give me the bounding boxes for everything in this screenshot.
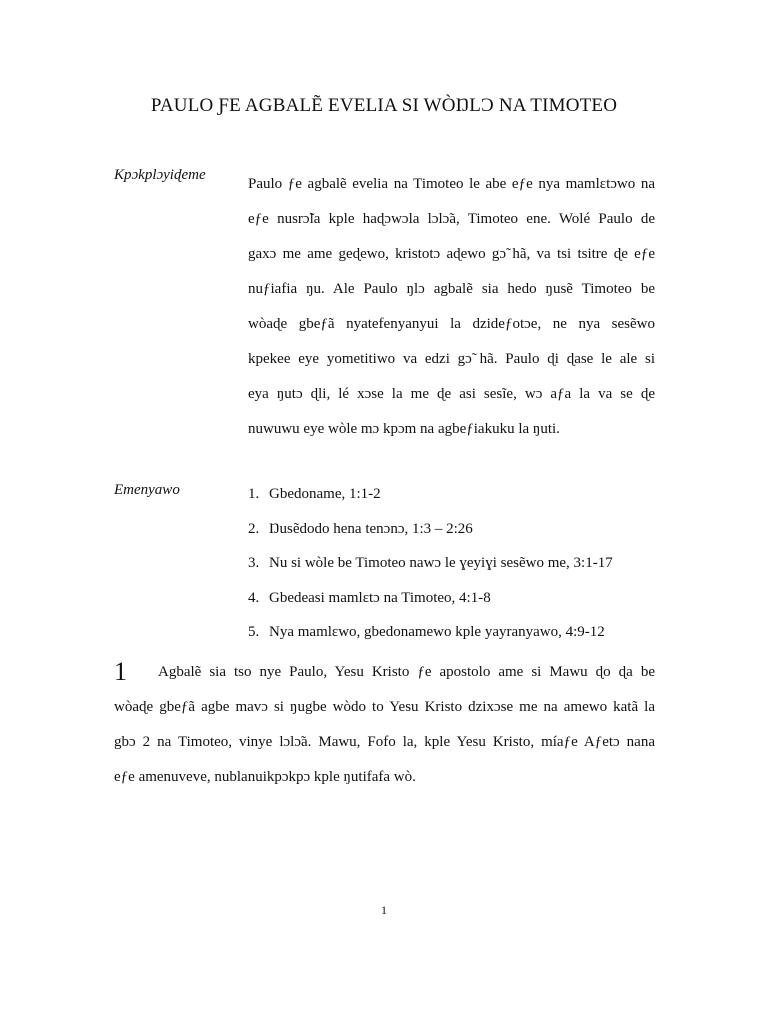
outline-list — [248, 477, 613, 650]
outline-item-text: Gbedoname, 1:1-2 — [269, 486, 381, 502]
outline-item-text: Nya mamlɛwo, gbedonamewo kple yayranyawo, 4:9-12 — [269, 624, 605, 640]
introduction-line: nuwuwu eye wòle mɔ kpɔm na agbeƒiakuku la ŋuti. — [248, 421, 560, 437]
introduction-line: wòaɖe gbeƒã nyatefenyanyui la dzideƒotɔe, ne nya sesẽwo — [248, 316, 655, 332]
introduction-line: eya ŋutɔ ɖli, lé xɔse la me ɖe asi sesĩe, wɔ aƒa la va se ɖe — [248, 386, 655, 402]
document-title: PAULO ƑE AGBALẼ EVELIA SI WÒŊLƆ NA TIMOTEO — [150, 95, 618, 116]
outline-item-text: Nu si wòle be Timoteo nawɔ le ɣeyiɣi sesẽwo me, 3:1-17 — [269, 555, 613, 571]
outline-item — [248, 477, 613, 512]
outline-item-number: 1. — [248, 486, 260, 502]
chapter-text — [114, 655, 655, 795]
outline-item — [248, 581, 613, 616]
introduction-text — [248, 167, 655, 447]
outline-item-text: Ŋusẽdodo hena tenɔnɔ, 1:3 – 2:26 — [269, 520, 473, 537]
outline-item — [248, 512, 613, 547]
outline-item-text: Gbedeasi mamlɛtɔ na Timoteo, 4:1-8 — [269, 589, 491, 606]
introduction-line: Paulo ƒe agbalẽ evelia na Timoteo le abe eƒe nya mamlɛtɔwo na — [248, 176, 655, 192]
outline-item — [248, 546, 613, 581]
introduction-line: eƒe nusrɔ̃la kple haɖɔwɔla lɔlɔ̃a, Timoteo ene. Wolé Paulo de — [248, 211, 655, 227]
introduction-line: kpekee eye yometitiwo va edzi gɔ̃ hã. Paulo ɖi ɖase le ale si — [248, 351, 655, 367]
outline-item-number: 5. — [248, 624, 260, 640]
chapter-number: 1 — [114, 657, 127, 686]
outline-item-number: 2. — [248, 520, 260, 537]
page-number: 1 — [381, 903, 387, 917]
introduction-line: nuƒiafia ŋu. Ale Paulo ŋlɔ agbalẽ sia hedo ŋusẽ Timoteo be — [248, 281, 655, 297]
chapter-line: eƒe amenuveve, nublanuikpɔkpɔ kple ŋutifafa wò. — [114, 769, 416, 785]
introduction-line: gaxɔ me ame geɖewo, kristotɔ aɖewo gɔ̃ hã, va tsi tsitre ɖe eƒe — [248, 246, 655, 262]
chapter-line: gbɔ 2 na Timoteo, vinye lɔlɔ̃a. Mawu, Fofo la, kple Yesu Kristo, míaƒe Aƒetɔ nana — [114, 734, 655, 750]
chapter-line: wòaɖe gbeƒã agbe mavɔ si ŋugbe wòdo to Yesu Kristo dzixɔse me na amewo katã la — [114, 699, 655, 715]
outline-item — [248, 615, 613, 650]
outline-item-number: 4. — [248, 589, 260, 606]
chapter-line: Agbalẽ sia tso nye Paulo, Yesu Kristo ƒe apostolo ame si Mawu ɖo ɖa be — [158, 664, 655, 680]
outline-item-number: 3. — [248, 555, 260, 571]
outline-label: Emenyawo — [114, 482, 180, 498]
introduction-label: Kpɔkplɔyiɖeme — [114, 167, 206, 183]
